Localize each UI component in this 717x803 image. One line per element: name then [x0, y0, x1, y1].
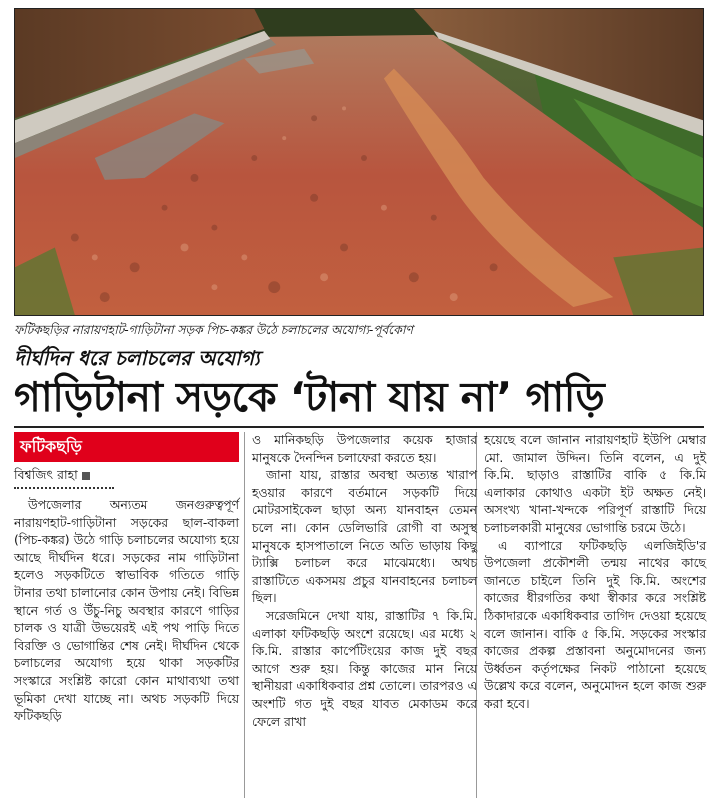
article-paragraph: এ ব্যাপারে ফটিকছড়ি এলজিইডি'র উপজেলা প্রকৌশলী তন্ময় নাথের কাছে জানতে চাইলে তিনি দুই কি.মি. অংশের কাজের ধীরগতির কথা স্বীকার করে সংশ্লিষ্ট ঠিকাদারকে একাধিকবার তাগিদ দেওয়া হয়েছে বলে জানান। বাকি ৫ কি.মি. সড়কের সংস্কার কাজের প্রকল্প প্রস্তাবনা অনুমোদনের জন্য উর্ধ্বতন কর্তৃপক্ষের নিকট পাঠানো হয়েছে উল্লেখ করে বলেন, অনুমোদন হলে কাজ শুরু করা হবে।: [484, 538, 706, 711]
headline-kicker: দীর্ঘদিন ধরে চলাচলের অযোগ্য: [14, 346, 260, 370]
news-photo: [14, 8, 704, 316]
headline: গাড়িটানা সড়কে ‘টানা যায় না’ গাড়ি: [14, 373, 605, 421]
article-paragraph: সরেজমিনে দেখা যায়, রাস্তাটির ৭ কি.মি. এলাকা ফটিকছড়ি অংশে রয়েছে। এর মধ্যে ২ কি.মি. রাস্তার কার্পেটিংয়ের কাজ দুই বছর আগে শুরু হয়। কিন্তু কাজের মান নিয়ে স্থানীয়রা একাধিকবার প্রশ্ন তোলে। তারপরও এ অংশটি গত দুই বছর যাবত মেকাডম করে ফেলে রাখা: [252, 608, 477, 729]
column-divider: [244, 432, 245, 798]
article-column-3: [484, 432, 706, 714]
dateline: ফটিকছড়ি: [14, 432, 239, 462]
article-column-2: [252, 432, 477, 731]
byline-dotted-rule: [14, 485, 114, 489]
road-photo-illustration: [15, 9, 703, 315]
byline: [14, 466, 239, 483]
article-paragraph: জানা যায়, রাস্তার অবস্থা অত্যন্ত খারাপ হওয়ার কারণে বর্তমানে সড়কটি দিয়ে মোটরসাইকেল ছাড়া অন্য যানবাহন তেমন চলে না। কোন ডেলিভারি রোগী বা অসুস্থ মানুষকে হাসপাতালে নিতে অতি ভাড়ায় কিছু ট্যাক্সি চলাচল করে মাঝেমধ্যে। অথচ রাস্তাটিতে একসময় প্রচুর যানবাহনের চলাচল ছিল।: [252, 468, 477, 606]
article-paragraph: উপজেলার অন্যতম জনগুরুত্বপূর্ণ নারায়ণহাট-গাড়িটানা সড়কের ছাল-বাকলা (পিচ-কঙ্কর) উঠে গাড়ি চলাচলের অযোগ্য হয়ে আছে দীর্ঘদিন ধরে। সড়কের নাম গাড়িটানা হলেও সড়কটিতে স্বাভাবিক গতিতে গাড়ি টানার তথা চালানোর কোন উপায় নেই। বিভিন্ন স্থানে গর্ত ও উঁচু-নিচু অবস্থার কারণে গাড়ির চালক ও যাত্রী উভয়েরই এই পথ পাড়ি দিতে বিরক্তি ও ভোগান্তির শেষ নেই। দীর্ঘদিন থেকে চলাচলের অযোগ্য হয়ে থাকা সড়কটির সংস্কারে সংশ্লিষ্ট কারো কোন মাথাব্যথা তথা ভূমিকা দেখা যাচ্ছে না। অথচ সড়কটি দিয়ে ফটিকছড়ি: [14, 498, 239, 724]
article-paragraph: হয়েছে বলে জানান নারায়ণহাট ইউপি মেম্বার মো. জামাল উদ্দিন। তিনি বলেন, এ দুই কি.মি. ছাড়াও রাস্তাটির বাকি ৫ কি.মি এলাকার কোথাও একটা ইট অক্ষত নেই। অসংখ্য খানা-খন্দকে পরিপূর্ণ রাস্তাটি দিয়ে চলাচলকারী মানুষের ভোগান্তি চরমে উঠে।: [484, 433, 706, 535]
photo-caption: ফটিকছড়ির নারায়ণহাট-গাড়িটানা সড়ক পিচ-কঙ্কর উঠে চলাচলের অযোগ্য-পূর্বকোণ: [14, 322, 413, 337]
byline-author: বিশ্বজিৎ রাহা: [14, 467, 78, 482]
square-bullet-icon: [82, 472, 90, 480]
article-paragraph: ও মানিকছড়ি উপজেলার কয়েক হাজার মানুষকে দৈনন্দিন চলাফেরা করতে হয়।: [252, 433, 477, 465]
headline-divider: [14, 426, 704, 428]
article-column-1: [14, 432, 239, 726]
